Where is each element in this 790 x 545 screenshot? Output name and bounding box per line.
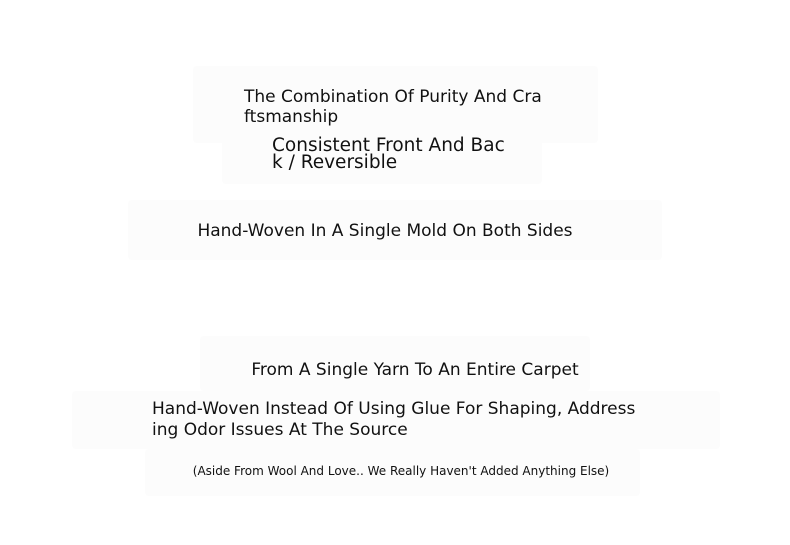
aside-note: (Aside From Wool And Love.. We Really Haven't Added Anything Else) (192, 464, 610, 478)
reversible-heading: Consistent Front And Back / Reversible (272, 135, 505, 173)
purity-craftsmanship-heading: The Combination Of Purity And Craftsmanship (244, 87, 542, 127)
no-glue-text: Hand-Woven Instead Of Using Glue For Shaping, Addressing Odor Issues At The Source (152, 399, 636, 440)
hand-woven-heading: Hand-Woven In A Single Mold On Both Sides (197, 221, 573, 241)
single-yarn-heading: From A Single Yarn To An Entire Carpet (251, 360, 579, 380)
